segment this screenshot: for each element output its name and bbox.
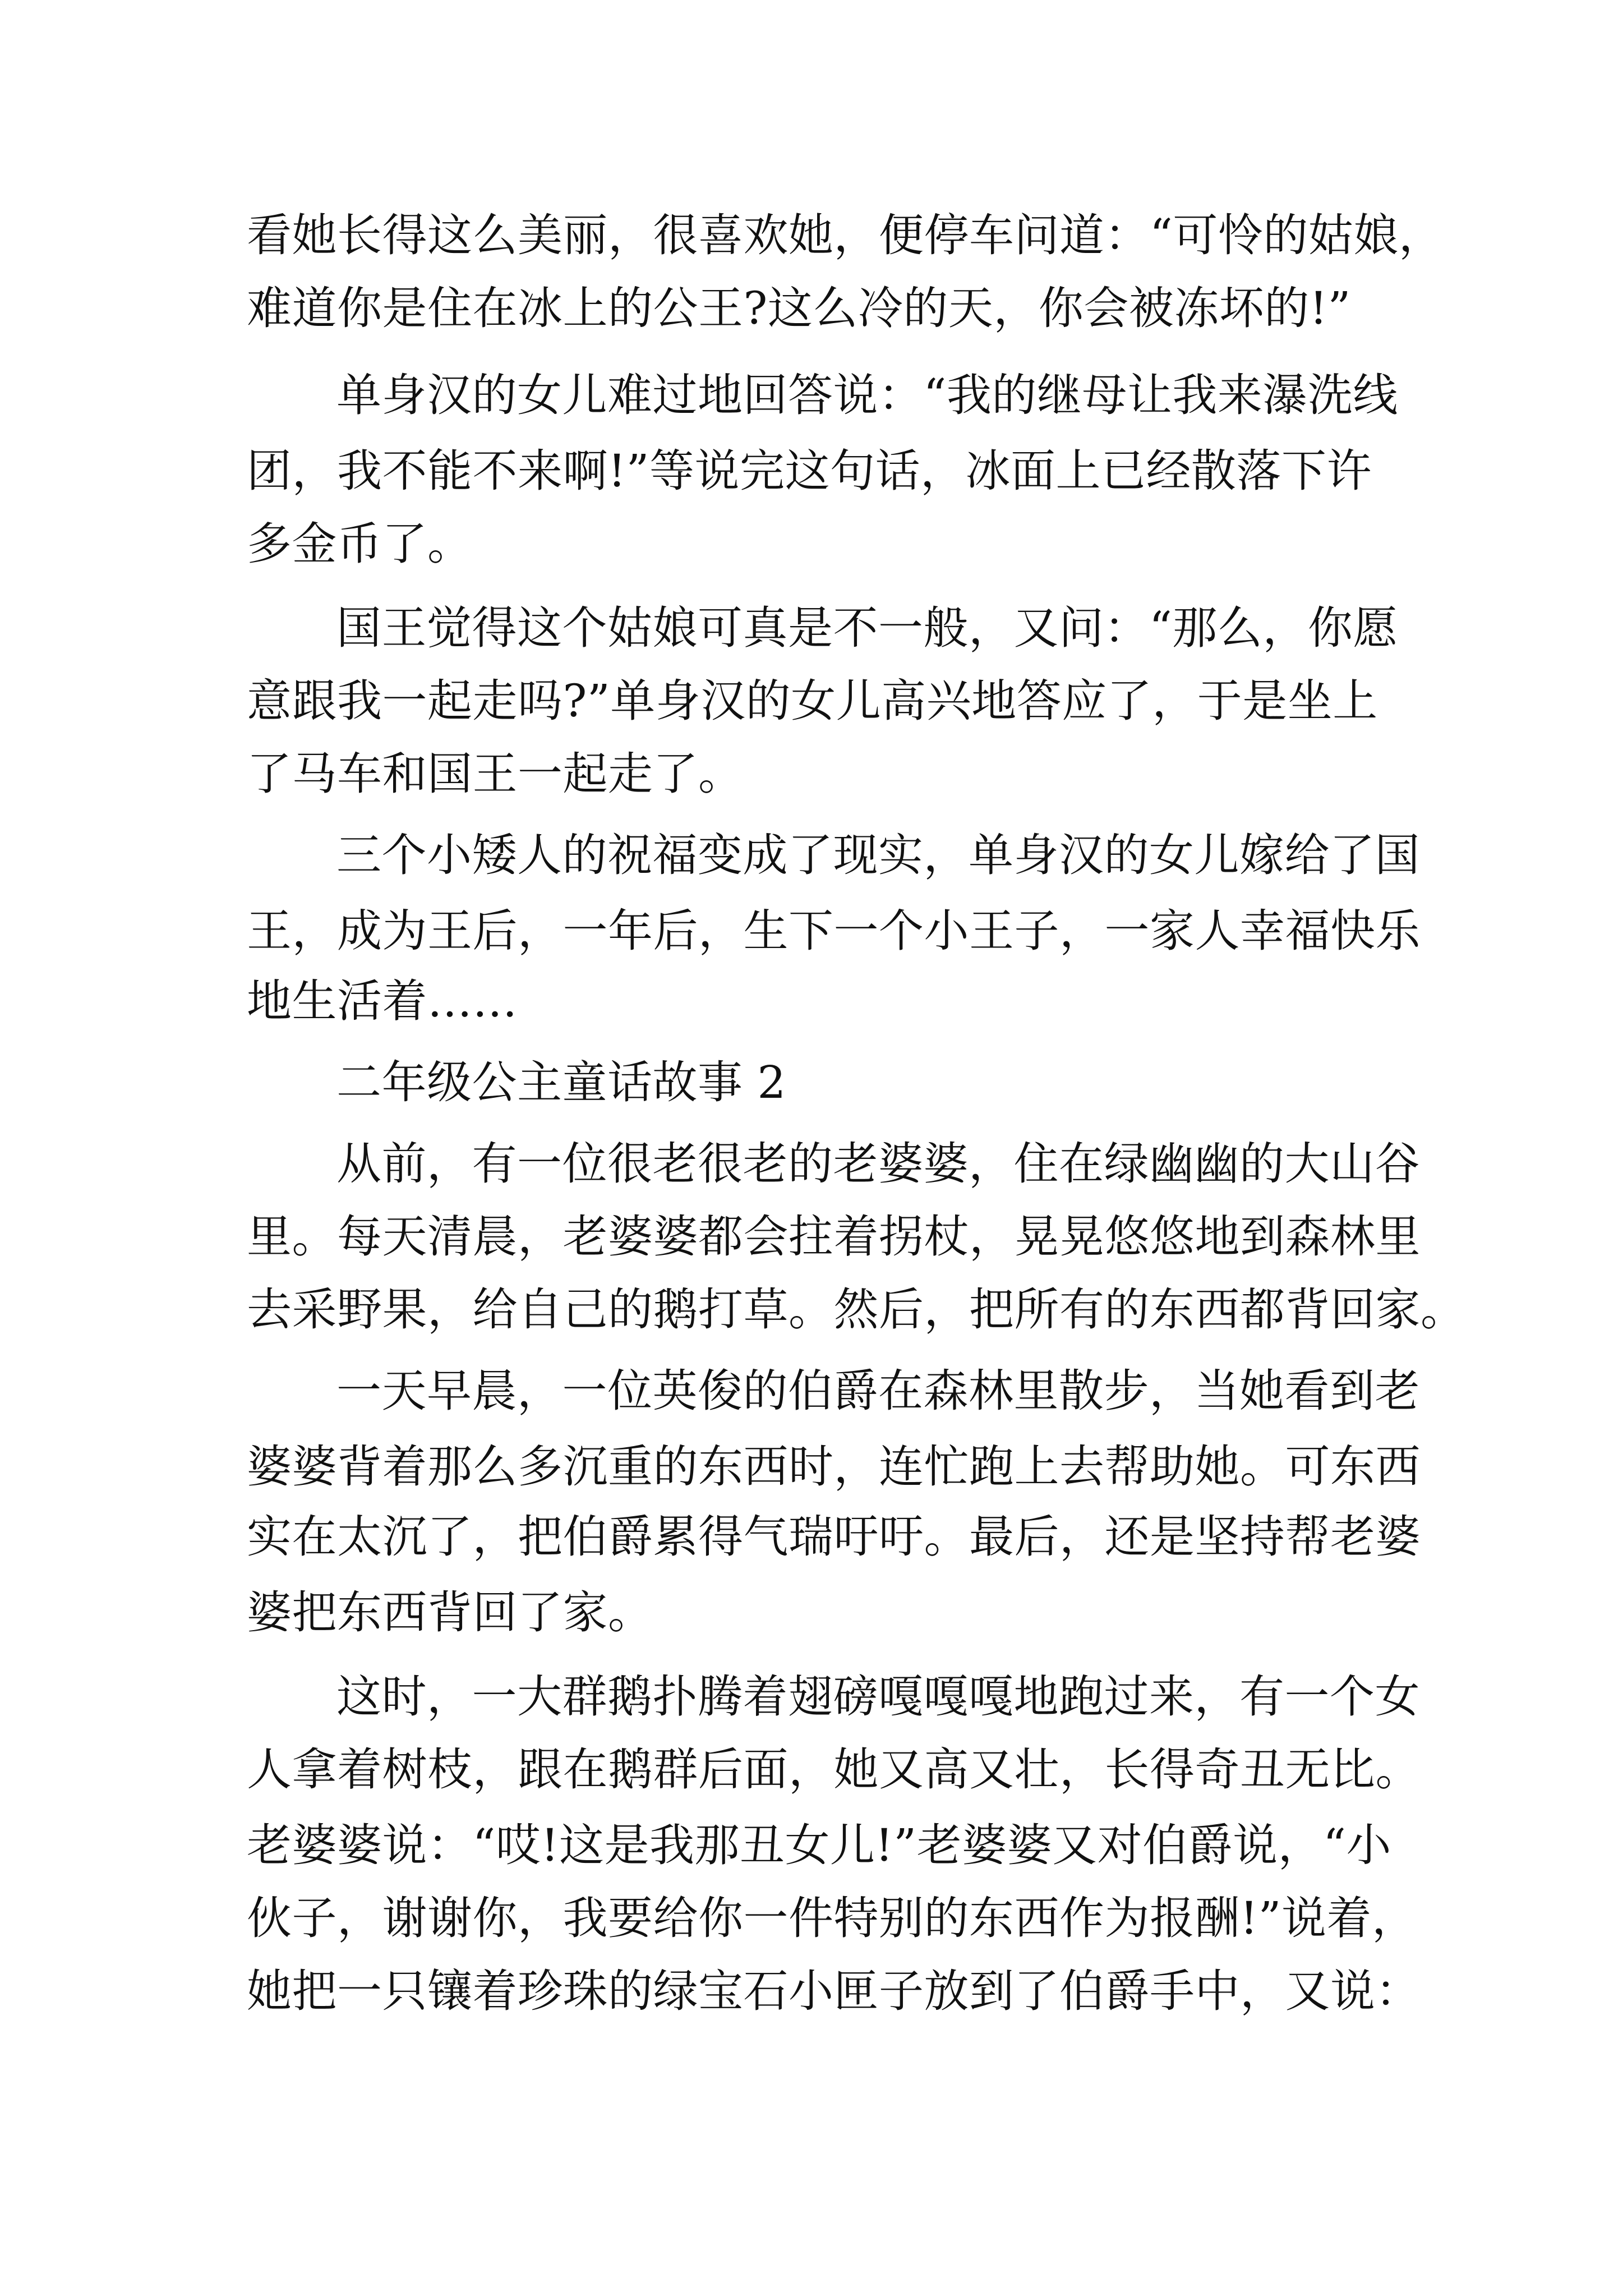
text-line: 团，我不能不来啊!”等说完这句话，冰面上已经散落下许 [247,445,1372,497]
text-line: 王，成为王后，一年后，生下一个小王子，一家人幸福快乐 [247,905,1421,957]
text-line: 实在太沉了，把伯爵累得气瑞吁吁。最后，还是坚持帮老婆 [247,1511,1421,1563]
text-line: 从前，有一位很老很老的老婆婆，住在绿幽幽的大山谷 [336,1138,1420,1190]
text-line: 三个小矮人的祝福变成了现实，单身汉的女儿嫁给了国 [336,829,1420,881]
text-line: 老婆婆说：“哎!这是我那丑女儿!”老婆婆又对伯爵说，“小 [247,1819,1391,1871]
text-line: 难道你是住在冰上的公王?这么冷的天，你会被冻坏的!” [247,282,1351,334]
text-line: 多金币了。 [247,518,473,570]
text-line: 她把一只镶着珍珠的绿宝石小匣子放到了伯爵手中，又说： [247,1965,1421,2017]
text-line: 去采野果，给自己的鹅打草。然后，把所有的东西都背回家。 [247,1283,1466,1336]
text-line: 看她长得这么美丽，很喜欢她，便停车问道：“可怜的姑娘， [247,209,1444,261]
text-line: 伙子，谢谢你，我要给你一件特别的东西作为报酬!”说着， [247,1892,1417,1944]
text-line: 意跟我一起走吗?”单身汉的女儿高兴地答应了，于是坐上 [247,675,1378,727]
section-heading: 二年级公主童话故事 2 [336,1056,786,1108]
text-line: 婆婆背着那么多沉重的东西时，连忙跑上去帮助她。可东西 [247,1441,1421,1493]
text-line: 地生活着…… [247,975,518,1027]
text-line: 了马车和国王一起走了。 [247,748,744,800]
text-line: 婆把东西背回了家。 [247,1586,653,1639]
text-line: 一天早晨，一位英俊的伯爵在森林里散步，当她看到老 [336,1365,1420,1417]
text-line: 国王觉得这个姑娘可真是不一般，又问：“那么，你愿 [336,602,1398,654]
text-line: 里。每天清晨，老婆婆都会拄着拐杖，晃晃悠悠地到森林里 [247,1211,1421,1263]
text-line: 人拿着树枝，跟在鹅群后面，她又高又壮，长得奇丑无比。 [247,1743,1421,1796]
text-line: 单身汉的女儿难过地回答说：“我的继母让我来瀑洗线 [336,369,1398,421]
text-line: 这时，一大群鹅扑腾着翅磅嘎嘎嘎地跑过来，有一个女 [336,1671,1420,1723]
